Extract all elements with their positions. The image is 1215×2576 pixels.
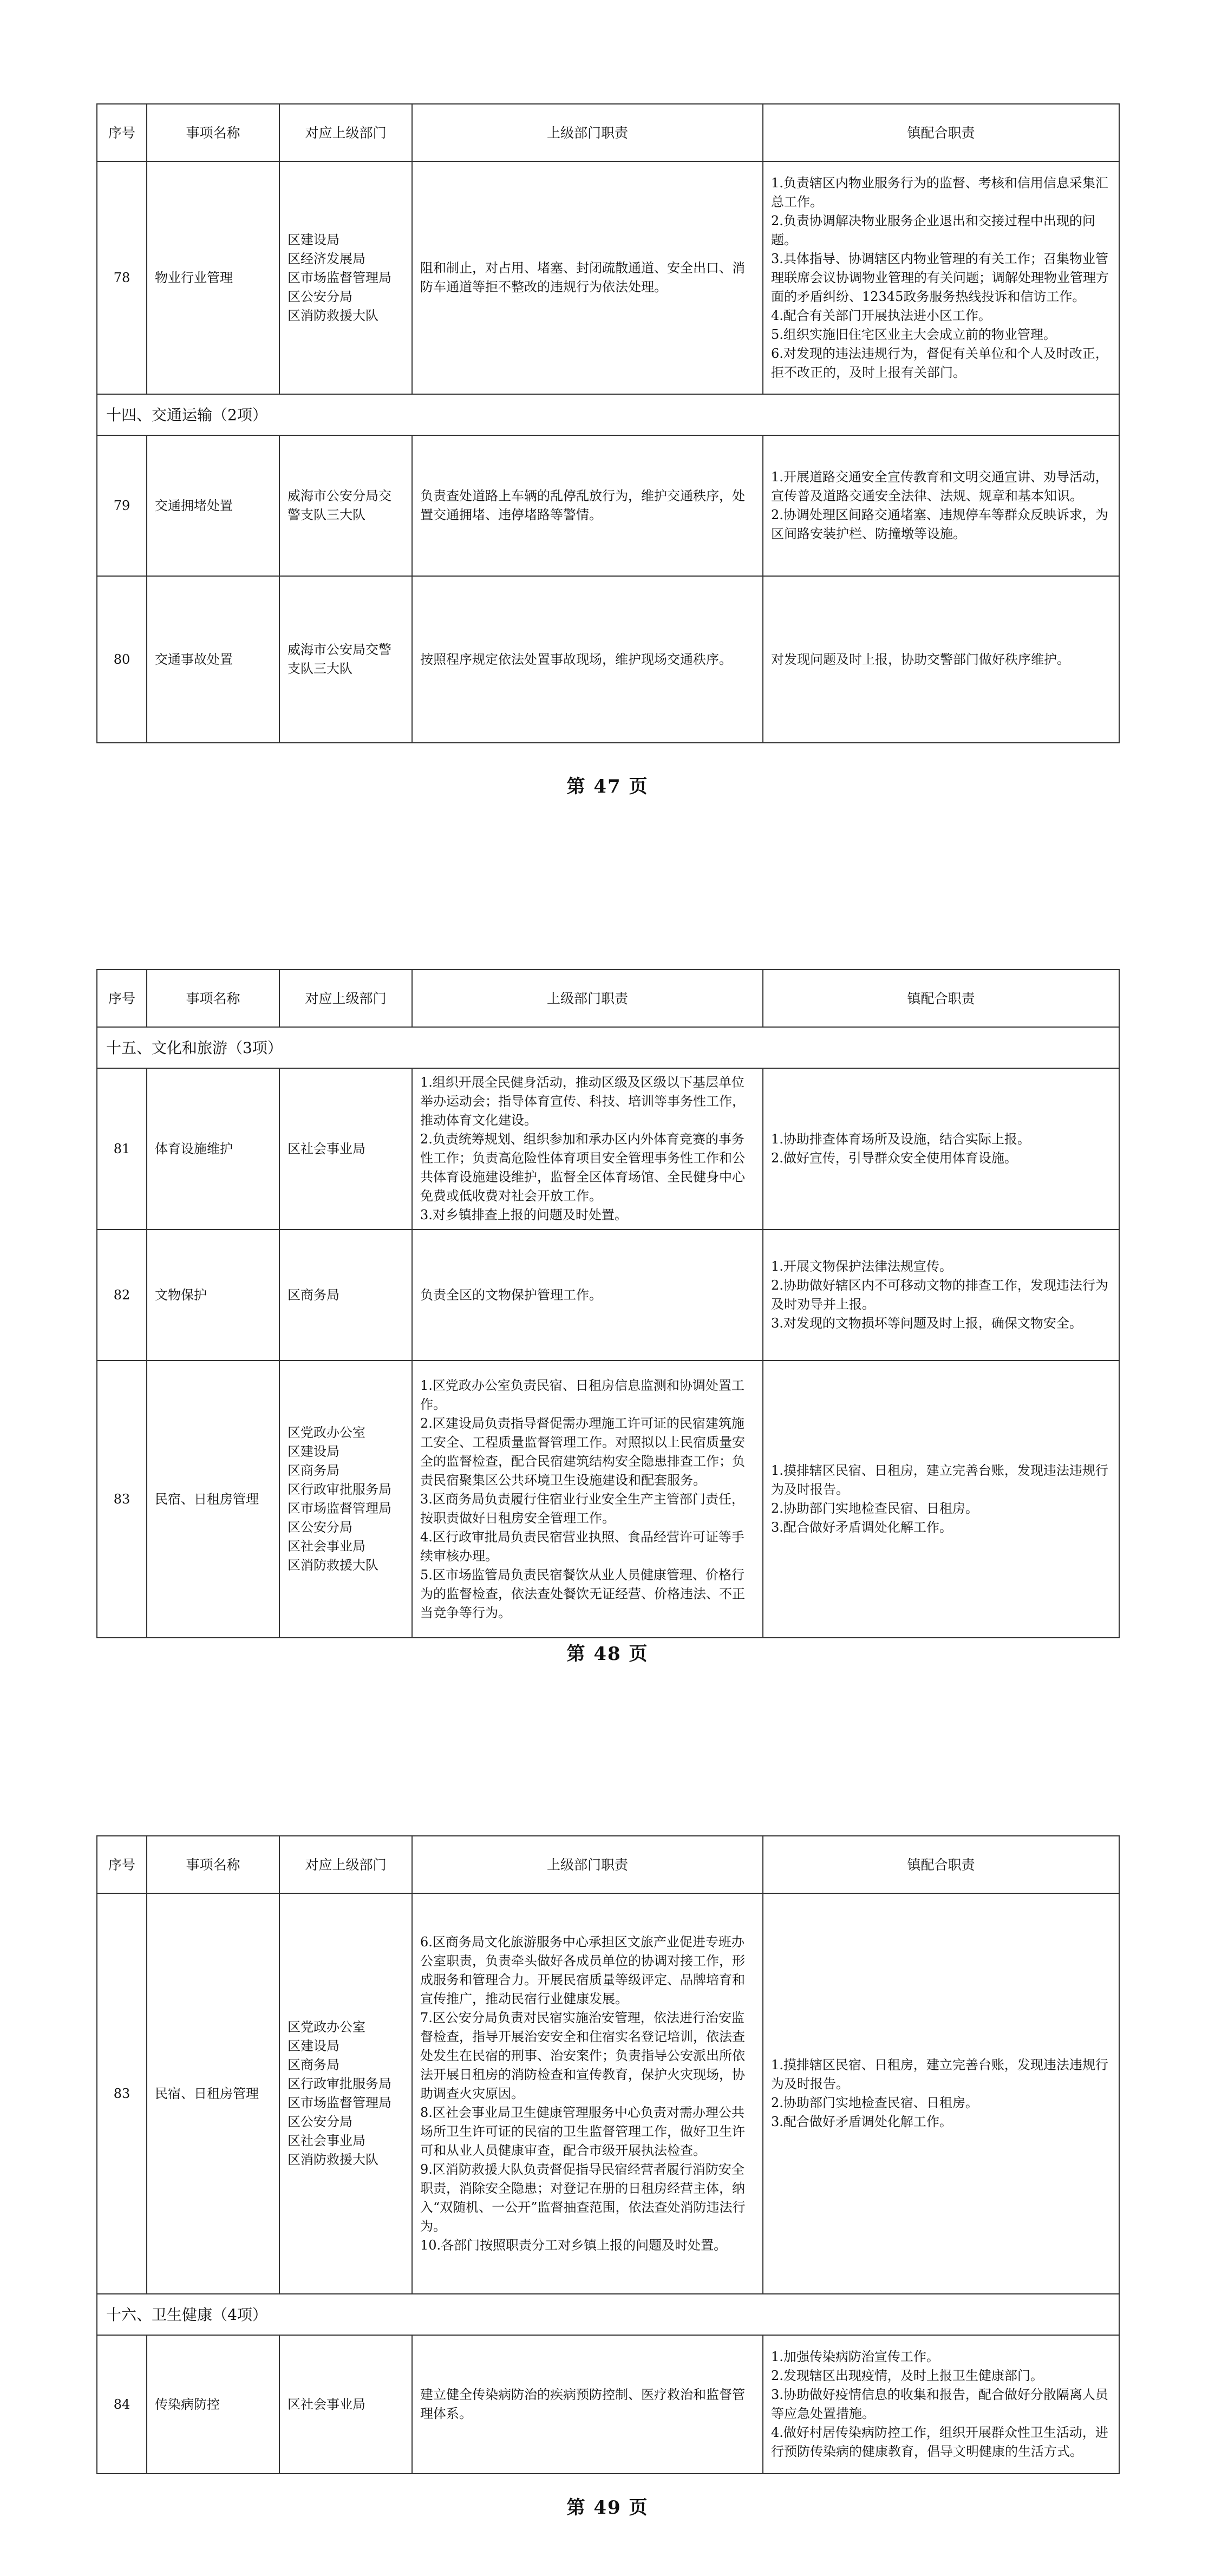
section-title: 十六、卫生健康（4项）	[97, 2294, 1119, 2335]
cell-no: 83	[97, 1361, 147, 1638]
table-page-47	[96, 103, 1120, 743]
cell-town: 1.负责辖区内物业服务行为的监督、考核和信用信息采集汇总工作。 2.负责协调解决物业服务企业退出和交接过程中出现的问题。 3.具体指导、协调辖区内物业管理的有关工作；召集物业管理联席会议协调物业管理的有关问题；调解处理物业管理方面的矛盾纠纷、12345政务服务热线投诉和信访工作。 4.配合有关部门开展执法进小区工作。 5.组织实施旧住宅区业主大会成立前的物业管理。 6.对发现的违法违规行为，督促有关单位和个人及时改正，拒不改正的，及时上报有关部门。	[763, 161, 1119, 394]
table-row	[97, 576, 1119, 743]
cell-town: 1.摸排辖区民宿、日租房，建立完善台账，发现违法违规行为及时报告。 2.协助部门实地检查民宿、日租房。 3.配合做好矛盾调处化解工作。	[763, 1893, 1119, 2294]
table-row	[97, 1893, 1119, 2294]
table-row	[97, 2335, 1119, 2474]
cell-name: 交通拥堵处置	[147, 435, 279, 576]
cell-name: 物业行业管理	[147, 161, 279, 394]
table-row	[97, 1068, 1119, 1230]
table-row	[97, 1361, 1119, 1638]
header-town: 镇配合职责	[763, 970, 1119, 1027]
table-row	[97, 161, 1119, 394]
cell-town: 1.开展道路交通安全宣传教育和文明交通宣讲、劝导活动，宣传普及道路交通安全法律、法规、规章和基本知识。 2.协调处理区间路交通堵塞、违规停车等群众反映诉求，为区间路安装护栏、防撞墩等设施。	[763, 435, 1119, 576]
header-dept: 对应上级部门	[279, 970, 412, 1027]
cell-dept: 区社会事业局	[279, 2335, 412, 2474]
cell-upper: 6.区商务局文化旅游服务中心承担区文旅产业促进专班办公室职责，负责牵头做好各成员单位的协调对接工作，形成服务和管理合力。开展民宿质量等级评定、品牌培育和宣传推广，推动民宿行业健康发展。 7.区公安分局负责对民宿实施治安管理，依法进行治安监督检查，指导开展治安安全和住宿实名登记培训，依法查处发生在民宿的刑事、治安案件；负责指导公安派出所依法开展日租房的消防检查和宣传教育，保护火灾现场，协助调查火灾原因。 8.区社会事业局卫生健康管理服务中心负责对需办理公共场所卫生许可证的民宿的卫生监督管理工作，做好卫生许可和从业人员健康审查，配合市级开展执法检查。 9.区消防救援大队负责督促指导民宿经营者履行消防安全职责，消除安全隐患；对登记在册的日租房经营主体，纳入“双随机、一公开”监督抽查范围，依法查处消防违法行为。 10.各部门按照职责分工对乡镇上报的问题及时处置。	[412, 1893, 763, 2294]
cell-name: 体育设施维护	[147, 1068, 279, 1230]
cell-no: 79	[97, 435, 147, 576]
section-row	[97, 394, 1119, 435]
header-name: 事项名称	[147, 970, 279, 1027]
header-upper: 上级部门职责	[412, 970, 763, 1027]
cell-upper: 1.区党政办公室负责民宿、日租房信息监测和协调处置工作。 2.区建设局负责指导督促需办理施工许可证的民宿建筑施工安全、工程质量监督管理工作。对照拟以上民宿质量安全的监督检查，配合民宿建筑结构安全隐患排查工作；负责民宿聚集区公共环境卫生设施建设和配套服务。 3.区商务局负责履行住宿业行业安全生产主管部门责任，按职责做好日租房安全管理工作。 4.区行政审批局负责民宿营业执照、食品经营许可证等手续审核办理。 5.区市场监管局负责民宿餐饮从业人员健康管理、价格行为的监督检查，依法查处餐饮无证经营、价格违法、不正当竞争等行为。	[412, 1361, 763, 1638]
header-dept: 对应上级部门	[279, 104, 412, 161]
section-row	[97, 2294, 1119, 2335]
cell-town: 1.摸排辖区民宿、日租房，建立完善台账，发现违法违规行为及时报告。 2.协助部门实地检查民宿、日租房。 3.配合做好矛盾调处化解工作。	[763, 1361, 1119, 1638]
cell-upper: 1.组织开展全民健身活动，推动区级及区级以下基层单位举办运动会；指导体育宣传、科技、培训等事务性工作，推动体育文化建设。 2.负责统筹规划、组织参加和承办区内外体育竞赛的事务性工作；负责高危险性体育项目安全管理事务性工作和公共体育设施建设维护，监督全区体育场馆、全民健身中心免费或低收费对社会开放工作。 3.对乡镇排查上报的问题及时处置。	[412, 1068, 763, 1230]
cell-upper: 按照程序规定依法处置事故现场，维护现场交通秩序。	[412, 576, 763, 743]
section-title: 十五、文化和旅游（3项）	[97, 1027, 1119, 1068]
cell-name: 交通事故处置	[147, 576, 279, 743]
page-number: 第 49 页	[566, 2497, 649, 2519]
cell-no: 83	[97, 1893, 147, 2294]
cell-dept: 区商务局	[279, 1230, 412, 1361]
header-town: 镇配合职责	[763, 1836, 1119, 1893]
page-number: 第 48 页	[566, 1643, 649, 1665]
table-header-row	[97, 970, 1119, 1027]
cell-no: 80	[97, 576, 147, 743]
header-no: 序号	[97, 970, 147, 1027]
header-town: 镇配合职责	[763, 104, 1119, 161]
cell-dept: 威海市公安分局交警支队三大队	[279, 435, 412, 576]
cell-town: 1.协助排查体育场所及设施，结合实际上报。 2.做好宣传，引导群众安全使用体育设施。	[763, 1068, 1119, 1230]
table-row	[97, 1230, 1119, 1361]
cell-upper: 建立健全传染病防治的疾病预防控制、医疗救治和监督管理体系。	[412, 2335, 763, 2474]
section-title: 十四、交通运输（2项）	[97, 394, 1119, 435]
table-header-row	[97, 1836, 1119, 1893]
cell-name: 传染病防控	[147, 2335, 279, 2474]
section-row	[97, 1027, 1119, 1068]
cell-upper: 负责全区的文物保护管理工作。	[412, 1230, 763, 1361]
cell-dept: 威海市公安局交警支队三大队	[279, 576, 412, 743]
table-header-row	[97, 104, 1119, 161]
cell-town: 对发现问题及时上报，协助交警部门做好秩序维护。	[763, 576, 1119, 743]
cell-town: 1.开展文物保护法律法规宣传。 2.协助做好辖区内不可移动文物的排查工作，发现违法行为及时劝导并上报。 3.对发现的文物损坏等问题及时上报，确保文物安全。	[763, 1230, 1119, 1361]
header-dept: 对应上级部门	[279, 1836, 412, 1893]
table-page-48	[96, 969, 1120, 1638]
page-number: 第 47 页	[566, 776, 649, 797]
cell-no: 78	[97, 161, 147, 394]
cell-dept: 区社会事业局	[279, 1068, 412, 1230]
cell-dept: 区建设局 区经济发展局 区市场监督管理局 区公安分局 区消防救援大队	[279, 161, 412, 394]
cell-no: 81	[97, 1068, 147, 1230]
cell-name: 民宿、日租房管理	[147, 1361, 279, 1638]
table-row	[97, 435, 1119, 576]
header-name: 事项名称	[147, 104, 279, 161]
header-upper: 上级部门职责	[412, 104, 763, 161]
cell-name: 文物保护	[147, 1230, 279, 1361]
cell-upper: 负责查处道路上车辆的乱停乱放行为，维护交通秩序，处置交通拥堵、违停堵路等警情。	[412, 435, 763, 576]
header-no: 序号	[97, 104, 147, 161]
cell-dept: 区党政办公室 区建设局 区商务局 区行政审批服务局 区市场监督管理局 区公安分局 区社会事业局 区消防救援大队	[279, 1361, 412, 1638]
cell-town: 1.加强传染病防治宣传工作。 2.发现辖区出现疫情，及时上报卫生健康部门。 3.协助做好疫情信息的收集和报告，配合做好分散隔离人员等应急处置措施。 4.做好村居传染病防控工作，组织开展群众性卫生活动，进行预防传染病的健康教育，倡导文明健康的生活方式。	[763, 2335, 1119, 2474]
header-no: 序号	[97, 1836, 147, 1893]
cell-dept: 区党政办公室 区建设局 区商务局 区行政审批服务局 区市场监督管理局 区公安分局 区社会事业局 区消防救援大队	[279, 1893, 412, 2294]
header-upper: 上级部门职责	[412, 1836, 763, 1893]
cell-no: 84	[97, 2335, 147, 2474]
header-name: 事项名称	[147, 1836, 279, 1893]
cell-name: 民宿、日租房管理	[147, 1893, 279, 2294]
table-page-49	[96, 1835, 1120, 2474]
cell-no: 82	[97, 1230, 147, 1361]
cell-upper: 阻和制止，对占用、堵塞、封闭疏散通道、安全出口、消防车通道等拒不整改的违规行为依法处理。	[412, 161, 763, 394]
